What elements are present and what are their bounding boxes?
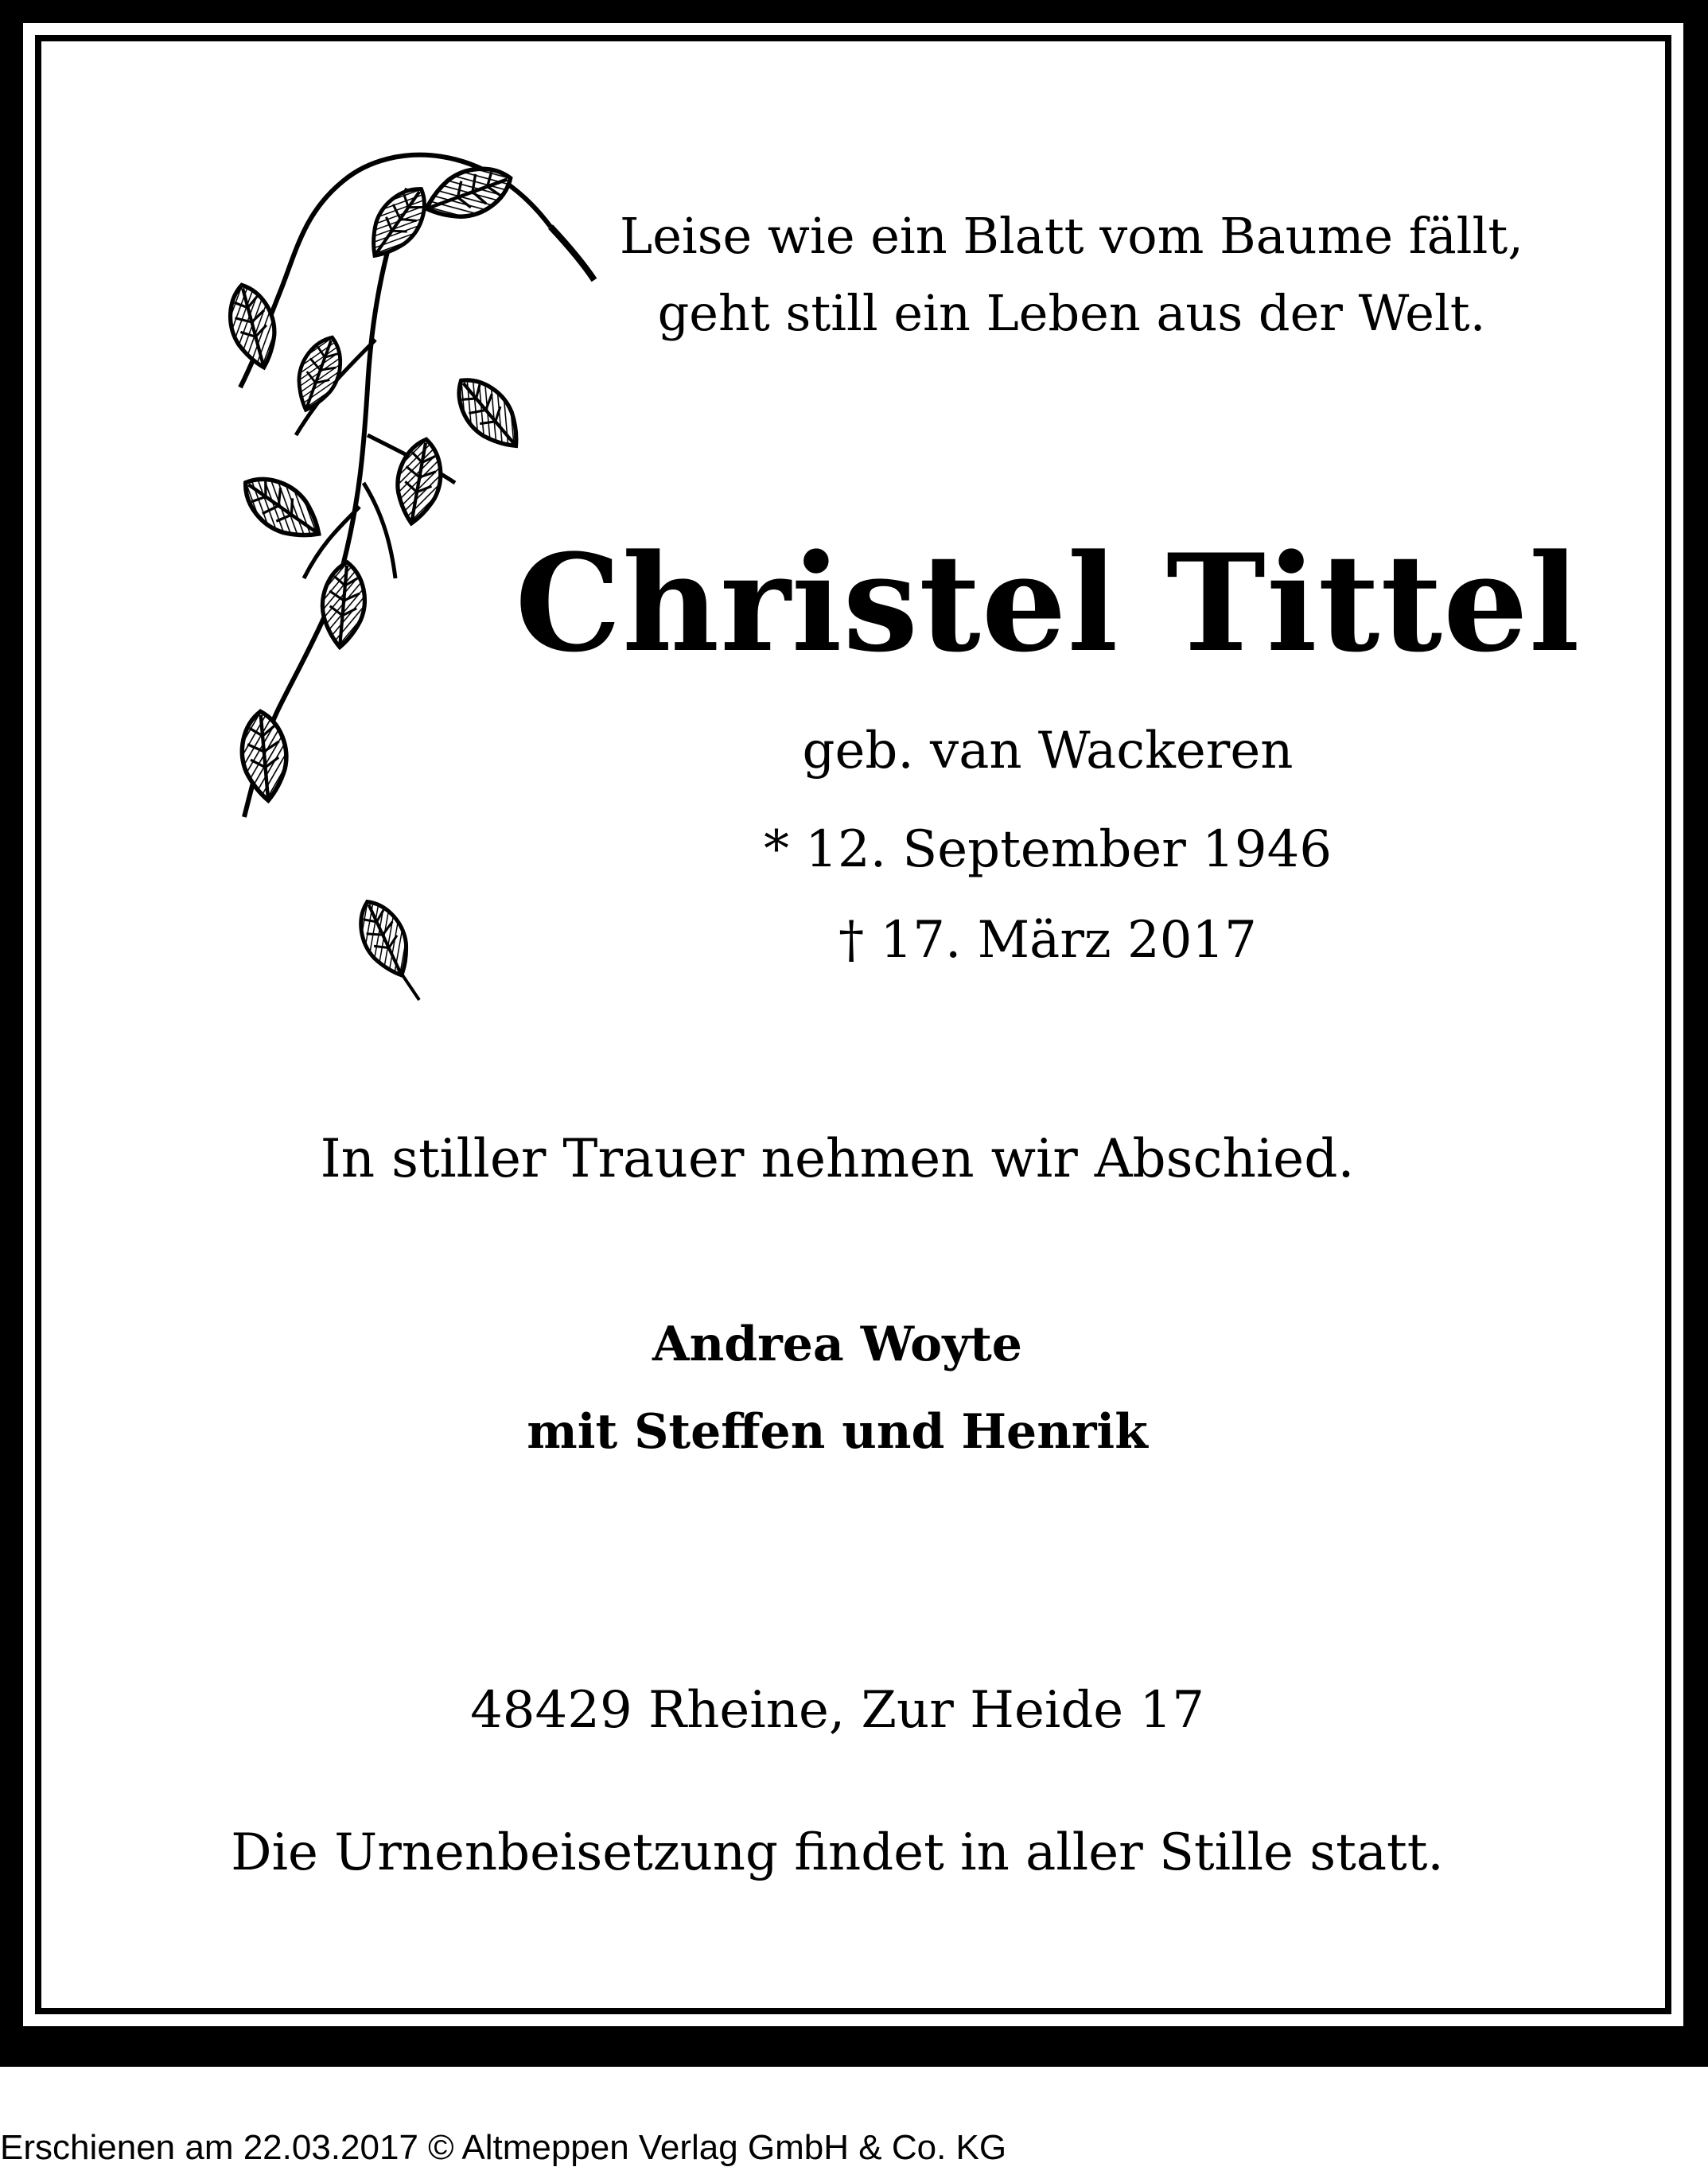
poem-line-1: Leise wie ein Blatt vom Baume fällt, bbox=[620, 207, 1523, 265]
farewell-line: In stiller Trauer nehmen wir Abschied. bbox=[320, 1128, 1355, 1189]
mourner-name: Andrea Woyte bbox=[652, 1317, 1022, 1372]
birth-name: geb. van Wackeren bbox=[802, 722, 1294, 780]
obituary-notice bbox=[41, 41, 1665, 2008]
address: 48429 Rheine, Zur Heide 17 bbox=[470, 1681, 1204, 1740]
mourner-name: mit Steffen und Henrik bbox=[527, 1404, 1148, 1460]
publication-footer: Erschienen am 22.03.2017 © Altmeppen Verlag GmbH & Co. KG bbox=[0, 2128, 1007, 2167]
poem-line-2: geht still ein Leben aus der Welt. bbox=[657, 284, 1486, 342]
death-date: † 17. März 2017 bbox=[838, 911, 1257, 970]
burial-note: Die Urnenbeisetzung findet in aller Stille statt. bbox=[231, 1823, 1444, 1882]
deceased-name: Christel Tittel bbox=[515, 524, 1581, 682]
birth-date: * 12. September 1946 bbox=[763, 820, 1333, 879]
